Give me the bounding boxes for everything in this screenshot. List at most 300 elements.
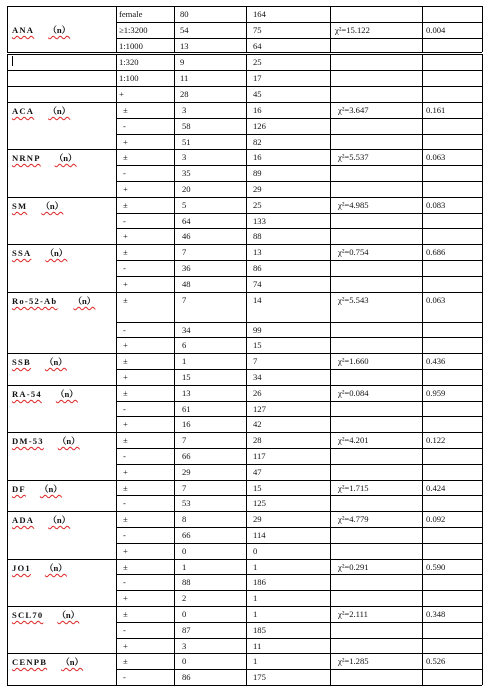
antibody-name: Ro-52-Ab xyxy=(12,296,58,306)
unit-n: （n） xyxy=(61,657,84,667)
table-rule xyxy=(7,606,482,607)
row-group-label xyxy=(12,106,70,116)
column-rule xyxy=(422,292,423,353)
cell-count-b: 17 xyxy=(253,73,262,83)
column-rule xyxy=(330,244,331,292)
table-rule xyxy=(116,401,482,402)
table-rule xyxy=(7,6,116,7)
cell-sign: + xyxy=(123,136,128,147)
column-rule xyxy=(116,353,117,385)
table-rule xyxy=(7,353,482,354)
unit-n: （n） xyxy=(44,563,67,573)
cell-count-a: 53 xyxy=(182,498,191,509)
column-rule xyxy=(330,197,331,244)
cell-sign: - xyxy=(123,120,126,131)
row-group-label xyxy=(12,357,67,367)
cell-count-a: 34 xyxy=(182,324,191,335)
table-rule xyxy=(7,559,482,560)
p-value: 0.436 xyxy=(426,356,446,367)
table-rule xyxy=(7,70,482,71)
cell-sign: - xyxy=(123,324,126,335)
column-rule xyxy=(174,292,175,353)
cell-count-b: 82 xyxy=(253,136,262,147)
column-rule xyxy=(246,244,247,292)
cell-sign: - xyxy=(123,577,126,588)
p-value: 0.959 xyxy=(426,387,446,398)
antibody-name: SM xyxy=(12,201,28,211)
cell-count-a: 7 xyxy=(182,435,187,446)
row-group-label xyxy=(12,484,62,494)
cell-count-b: 34 xyxy=(253,372,262,382)
cell-category: 1:1000 xyxy=(119,41,143,51)
column-rule xyxy=(482,54,483,102)
column-rule xyxy=(7,653,8,685)
cell-count-b: 125 xyxy=(253,498,266,509)
column-rule xyxy=(330,385,331,432)
row-group-label xyxy=(12,610,79,620)
cell-count-b: 25 xyxy=(253,57,262,67)
p-value: 0.063 xyxy=(426,294,446,305)
column-rule xyxy=(174,559,175,606)
cell-count-b: 7 xyxy=(253,356,258,367)
row-group-label xyxy=(12,201,63,211)
cell-sign: ± xyxy=(123,294,128,305)
table-rule xyxy=(116,416,482,417)
table-rule xyxy=(7,292,482,293)
cell-count-a: 8 xyxy=(182,514,187,525)
column-rule xyxy=(174,149,175,197)
row-group-label xyxy=(12,563,67,573)
table-rule xyxy=(116,638,482,639)
column-rule xyxy=(330,480,331,511)
cell-sign: ± xyxy=(123,609,128,619)
column-rule xyxy=(422,653,423,685)
chi-square-value: χ²=4.779 xyxy=(338,514,369,525)
cell-count-a: 3 xyxy=(182,105,187,115)
column-rule xyxy=(482,511,483,559)
cell-count-b: 1 xyxy=(253,593,258,604)
column-rule xyxy=(116,385,117,432)
column-rule xyxy=(482,197,483,244)
cell-count-a: 7 xyxy=(182,294,187,305)
cell-sign: ± xyxy=(123,482,128,493)
column-rule xyxy=(7,292,8,353)
column-rule xyxy=(330,353,331,385)
column-rule xyxy=(246,149,247,197)
column-rule xyxy=(246,6,247,52)
cell-count-a: 80 xyxy=(180,9,189,19)
table-rule xyxy=(7,197,482,198)
column-rule xyxy=(330,606,331,653)
table-rule xyxy=(116,464,482,465)
cell-count-b: 0 xyxy=(253,545,258,556)
p-value: 0.092 xyxy=(426,514,446,525)
row-group-label xyxy=(12,436,80,446)
unit-n: （n） xyxy=(54,153,77,163)
column-rule xyxy=(482,559,483,606)
column-rule xyxy=(7,244,8,292)
table-rule xyxy=(7,54,482,55)
cell-count-b: 45 xyxy=(253,89,262,99)
table-rule xyxy=(116,622,482,623)
cell-count-b: 185 xyxy=(253,624,266,635)
text-cursor xyxy=(12,56,13,66)
column-rule xyxy=(482,102,483,149)
column-rule xyxy=(330,54,331,102)
cell-count-a: 20 xyxy=(182,184,191,194)
column-rule xyxy=(174,480,175,511)
table-rule xyxy=(116,118,482,119)
cell-category: ≥1:3200 xyxy=(119,25,148,35)
column-rule xyxy=(116,197,117,244)
table-rule xyxy=(116,669,482,670)
column-rule xyxy=(482,432,483,480)
table-rule xyxy=(7,149,482,150)
cell-count-b: 114 xyxy=(253,530,266,540)
column-rule xyxy=(422,480,423,511)
table-rule xyxy=(7,244,482,245)
cell-count-a: 28 xyxy=(180,89,189,99)
cell-sign: + xyxy=(123,372,128,382)
cell-sign: + xyxy=(123,593,128,604)
row-group-label xyxy=(12,248,67,258)
cell-count-b: 13 xyxy=(253,247,262,258)
unit-n: （n） xyxy=(48,25,71,35)
column-rule xyxy=(174,606,175,653)
p-value: 0.004 xyxy=(426,25,446,35)
column-rule xyxy=(422,6,423,52)
table-rule xyxy=(7,102,482,103)
table-rule xyxy=(116,448,482,449)
cell-count-a: 0 xyxy=(182,545,187,556)
cell-sign: + xyxy=(123,466,128,477)
column-rule xyxy=(116,559,117,606)
column-rule xyxy=(330,292,331,353)
row-group-label xyxy=(12,515,70,525)
column-rule xyxy=(246,385,247,432)
cell-count-b: 75 xyxy=(253,25,262,35)
cell-sign: ± xyxy=(123,514,128,525)
table-rule xyxy=(7,480,482,481)
column-rule xyxy=(330,432,331,480)
cell-count-b: 127 xyxy=(253,403,266,414)
column-rule xyxy=(7,197,8,244)
cell-sign: ± xyxy=(123,561,128,572)
table-rule xyxy=(7,385,482,386)
antibody-name: ADA xyxy=(12,515,35,525)
column-rule xyxy=(116,606,117,653)
column-rule xyxy=(174,385,175,432)
cell-count-b: 16 xyxy=(253,152,262,163)
column-rule xyxy=(246,432,247,480)
antibody-name: RA-54 xyxy=(12,389,42,399)
cell-sign: + xyxy=(123,419,128,430)
cell-count-a: 1 xyxy=(182,561,187,572)
cell-count-b: 1 xyxy=(253,656,258,667)
cell-sign: + xyxy=(123,184,128,194)
cell-count-a: 9 xyxy=(180,57,185,67)
unit-n: （n） xyxy=(57,436,80,446)
p-value: 0.063 xyxy=(426,152,446,163)
row-group-label xyxy=(12,389,78,399)
table-rule xyxy=(116,228,482,229)
p-value: 0.526 xyxy=(426,656,446,667)
chi-square-value: χ²=2.111 xyxy=(338,609,368,619)
column-rule xyxy=(116,6,117,52)
column-rule xyxy=(246,653,247,685)
column-rule xyxy=(7,6,8,52)
cell-sign: + xyxy=(123,545,128,556)
cell-count-a: 46 xyxy=(182,231,191,242)
cell-count-b: 164 xyxy=(253,9,266,19)
unit-n: （n） xyxy=(55,389,78,399)
column-rule xyxy=(116,102,117,149)
cell-count-b: 126 xyxy=(253,120,266,131)
cell-count-a: 16 xyxy=(182,419,191,430)
cell-count-a: 0 xyxy=(182,609,187,619)
table-rule xyxy=(116,590,482,591)
unit-n: （n） xyxy=(41,201,64,211)
column-rule xyxy=(246,353,247,385)
cell-count-a: 3 xyxy=(182,152,187,163)
column-rule xyxy=(116,432,117,480)
cell-count-b: 99 xyxy=(253,324,262,335)
cell-count-b: 25 xyxy=(253,199,262,210)
cell-count-a: 88 xyxy=(182,577,191,588)
cell-count-b: 64 xyxy=(253,41,262,51)
antibody-name: JO1 xyxy=(12,563,31,573)
cell-sign: - xyxy=(123,451,126,461)
cell-count-a: 13 xyxy=(182,387,191,398)
column-rule xyxy=(422,244,423,292)
cell-sign: - xyxy=(123,672,126,683)
column-rule xyxy=(422,385,423,432)
cell-count-b: 86 xyxy=(253,263,262,273)
column-rule xyxy=(174,432,175,480)
chi-square-value: χ²=0.084 xyxy=(338,387,369,398)
chi-square-value: χ²=1.660 xyxy=(338,356,369,367)
antibody-name: DM-53 xyxy=(12,436,44,446)
unit-n: （n） xyxy=(48,515,71,525)
cell-count-b: 26 xyxy=(253,387,262,398)
cell-category: female xyxy=(119,9,143,19)
cell-sign: - xyxy=(123,215,126,226)
column-rule xyxy=(116,653,117,685)
column-rule xyxy=(482,653,483,685)
cell-sign: ± xyxy=(123,247,128,258)
column-rule xyxy=(330,149,331,197)
column-rule xyxy=(7,606,8,653)
cell-sign: + xyxy=(123,340,128,351)
unit-n: （n） xyxy=(57,610,80,620)
cell-count-a: 36 xyxy=(182,263,191,273)
cell-sign: ± xyxy=(123,435,128,446)
column-rule xyxy=(422,432,423,480)
chi-square-value: χ²=1.285 xyxy=(338,656,369,667)
row-group-label xyxy=(12,657,83,667)
table-rule xyxy=(116,527,482,528)
column-rule xyxy=(482,385,483,432)
column-rule xyxy=(7,432,8,480)
cell-sign: ± xyxy=(123,356,128,367)
unit-n: （n） xyxy=(48,106,71,116)
column-rule xyxy=(116,511,117,559)
cell-count-b: 11 xyxy=(253,640,262,651)
column-rule xyxy=(482,353,483,385)
cell-count-a: 11 xyxy=(180,73,189,83)
cell-count-a: 15 xyxy=(182,372,191,382)
column-rule xyxy=(246,292,247,353)
unit-n: （n） xyxy=(45,248,68,258)
column-rule xyxy=(422,149,423,197)
column-rule xyxy=(174,197,175,244)
cell-count-a: 1 xyxy=(182,356,187,367)
p-value: 0.590 xyxy=(426,561,446,572)
unit-n: （n） xyxy=(39,484,62,494)
row-group-label xyxy=(12,25,70,35)
cell-category: + xyxy=(119,89,124,99)
cell-count-a: 66 xyxy=(182,530,191,540)
column-rule xyxy=(422,54,423,102)
table-rule xyxy=(116,38,482,39)
cell-count-b: 88 xyxy=(253,231,262,242)
p-value: 0.122 xyxy=(426,435,446,446)
column-rule xyxy=(330,653,331,685)
cell-sign: ± xyxy=(123,387,128,398)
cell-count-a: 48 xyxy=(182,278,191,289)
column-rule xyxy=(330,6,331,52)
antibody-name: DF xyxy=(12,484,26,494)
table-rule xyxy=(116,260,482,261)
column-rule xyxy=(116,292,117,353)
column-rule xyxy=(422,102,423,149)
table-rule xyxy=(7,52,482,53)
column-rule xyxy=(482,244,483,292)
column-rule xyxy=(330,559,331,606)
column-rule xyxy=(246,511,247,559)
cell-count-b: 29 xyxy=(253,184,262,194)
column-rule xyxy=(482,480,483,511)
chi-square-value: χ²=3.647 xyxy=(338,105,369,115)
p-value: 0.686 xyxy=(426,247,446,258)
column-rule xyxy=(174,653,175,685)
p-value: 0.083 xyxy=(426,199,446,210)
antibody-name: SSA xyxy=(12,248,32,258)
cell-count-b: 15 xyxy=(253,482,262,493)
column-rule xyxy=(246,480,247,511)
cell-sign: ± xyxy=(123,656,128,667)
cell-count-a: 5 xyxy=(182,199,187,210)
cell-sign: + xyxy=(123,231,128,242)
cell-count-a: 7 xyxy=(182,482,187,493)
column-rule xyxy=(174,6,175,52)
table-rule xyxy=(116,165,482,166)
column-rule xyxy=(246,197,247,244)
unit-n: （n） xyxy=(44,357,67,367)
cell-count-b: 1 xyxy=(253,609,258,619)
table-rule xyxy=(116,22,482,23)
cell-count-b: 42 xyxy=(253,419,262,430)
column-rule xyxy=(116,244,117,292)
table-rule xyxy=(7,511,482,512)
cell-count-b: 29 xyxy=(253,514,262,525)
column-rule xyxy=(7,102,8,149)
antibody-name: ANA xyxy=(12,25,35,35)
column-rule xyxy=(246,606,247,653)
column-rule xyxy=(330,102,331,149)
cell-count-a: 3 xyxy=(182,640,187,651)
column-rule xyxy=(482,149,483,197)
cell-category: 1:320 xyxy=(119,57,139,67)
column-rule xyxy=(7,511,8,559)
column-rule xyxy=(7,353,8,385)
unit-n: （n） xyxy=(73,296,96,306)
p-value: 0.348 xyxy=(426,609,446,619)
column-rule xyxy=(422,511,423,559)
cell-count-a: 7 xyxy=(182,247,187,258)
chi-square-value: χ²=1.715 xyxy=(338,482,369,493)
table-rule xyxy=(116,276,482,277)
column-rule xyxy=(482,6,483,52)
table-rule xyxy=(116,322,482,323)
cell-count-a: 54 xyxy=(180,25,189,35)
cell-count-b: 14 xyxy=(253,294,262,305)
column-rule xyxy=(246,102,247,149)
table-rule xyxy=(7,653,482,654)
column-rule xyxy=(7,149,8,197)
cell-sign: - xyxy=(123,263,126,273)
cell-sign: - xyxy=(123,498,126,509)
antibody-name: ACA xyxy=(12,106,35,116)
chi-square-value: χ²=15.122 xyxy=(335,25,370,35)
cell-count-a: 64 xyxy=(182,215,191,226)
chi-square-value: χ²=5.537 xyxy=(338,152,369,163)
antibody-name: SSB xyxy=(12,357,31,367)
cell-count-b: 47 xyxy=(253,466,262,477)
cell-count-b: 15 xyxy=(253,340,262,351)
table-rule xyxy=(116,181,482,182)
column-rule xyxy=(7,385,8,432)
cell-category: 1:100 xyxy=(119,73,139,83)
cell-count-b: 28 xyxy=(253,435,262,446)
p-value: 0.424 xyxy=(426,482,446,493)
cell-count-b: 186 xyxy=(253,577,266,588)
table-rule xyxy=(116,337,482,338)
column-rule xyxy=(174,511,175,559)
cell-count-a: 87 xyxy=(182,624,191,635)
column-rule xyxy=(174,244,175,292)
column-rule xyxy=(422,197,423,244)
column-rule xyxy=(7,54,8,102)
cell-sign: - xyxy=(123,403,126,414)
cell-count-b: 1 xyxy=(253,561,258,572)
column-rule xyxy=(116,54,117,102)
cell-count-a: 51 xyxy=(182,136,191,147)
column-rule xyxy=(482,606,483,653)
column-rule xyxy=(174,102,175,149)
cell-count-b: 89 xyxy=(253,168,262,179)
column-rule xyxy=(246,559,247,606)
column-rule xyxy=(174,353,175,385)
table-rule xyxy=(116,574,482,575)
column-rule xyxy=(422,606,423,653)
cell-count-a: 2 xyxy=(182,593,187,604)
p-value: 0.161 xyxy=(426,105,446,115)
cell-count-a: 61 xyxy=(182,403,191,414)
cell-sign: + xyxy=(123,640,128,651)
cell-count-b: 133 xyxy=(253,215,266,226)
column-rule xyxy=(116,149,117,197)
